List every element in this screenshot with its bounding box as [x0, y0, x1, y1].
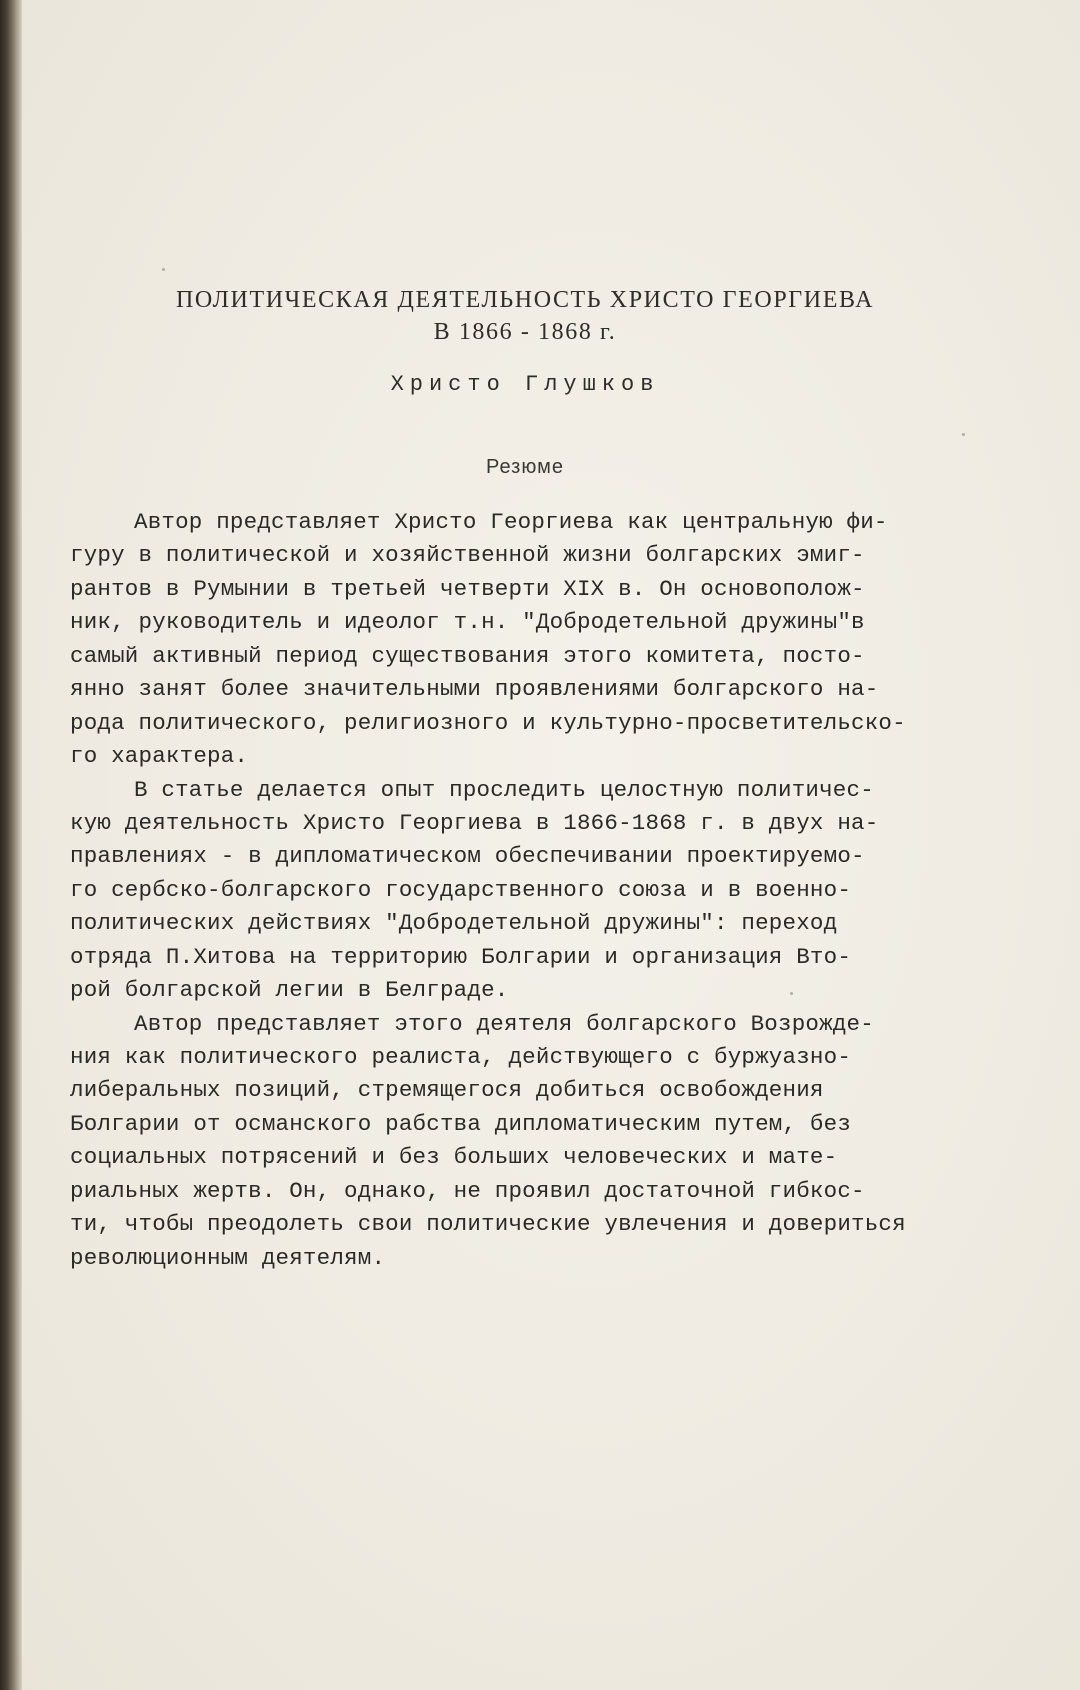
text-line: риальных жертв. Он, однако, не проявил достаточной гибкос- — [70, 1177, 865, 1204]
text-line: го сербско-болгарского государственного союза и в военно- — [70, 876, 852, 903]
abstract-body — [70, 506, 1010, 1275]
text-line: рода политического, религиозного и культурно-просветительско- — [70, 709, 906, 736]
text-line: Автор представляет Христо Георгиева как центральную фи- — [134, 509, 888, 535]
document-title-years: В 1866 - 1868 г. — [433, 319, 617, 345]
text-line: Болгарии от османского рабства дипломатическим путем, без — [70, 1110, 852, 1137]
text-line: рой болгарской легии в Белграде. — [70, 977, 509, 1004]
text-line: политических действиях "Добродетельной дружины": переход — [70, 910, 838, 937]
paper-speck — [790, 992, 793, 995]
text-line: ти, чтобы преодолеть свои политические увлечения и довериться — [70, 1211, 906, 1238]
text-line: отряда П.Хитова на территорию Болгарии и организация Вто- — [70, 943, 852, 970]
text-line: гуру в политической и хозяйственной жизни болгарских эмиг- — [70, 542, 865, 569]
text-line: В статье делается опыт проследить целостную политичес- — [134, 776, 874, 803]
title-block — [70, 284, 980, 348]
text-line: янно занят более значительными проявлениями болгарского на- — [70, 676, 879, 703]
text-line: ник, руководитель и идеолог т.н. "Добродетельной дружины"в — [70, 609, 865, 636]
text-line: Автор представляет этого деятеля болгарского Возрожде- — [134, 1010, 874, 1037]
text-line: социальных потрясений и без больших человеческих и мате- — [70, 1144, 838, 1171]
text-line: революционным деятелям. — [70, 1244, 386, 1271]
text-line: либеральных позиций, стремящегося добиться освобождения — [70, 1077, 824, 1104]
author-name: Христо Глушков — [390, 372, 660, 397]
paper-speck — [962, 433, 965, 436]
text-line: ния как политического реалиста, действующего с буржуазно- — [70, 1044, 852, 1070]
document-title: ПОЛИТИЧЕСКАЯ ДЕЯТЕЛЬНОСТЬ ХРИСТО ГЕОРГИЕВА — [176, 287, 874, 313]
text-line: правлениях - в дипломатическом обеспечивании проектируемо- — [70, 843, 865, 870]
text-line: рантов в Румынии в третьей четверти XIX в. Он основополож- — [70, 575, 865, 602]
text-line: кую деятельность Христо Георгиева в 1866-1868 г. в двух на- — [70, 809, 879, 836]
section-heading: Резюме — [486, 456, 564, 478]
text-line: го характера. — [70, 743, 249, 770]
text-line: самый активный период существования этого комитета, посто- — [70, 642, 865, 669]
book-spine-shadow — [0, 0, 22, 1690]
paper-speck — [162, 268, 165, 271]
